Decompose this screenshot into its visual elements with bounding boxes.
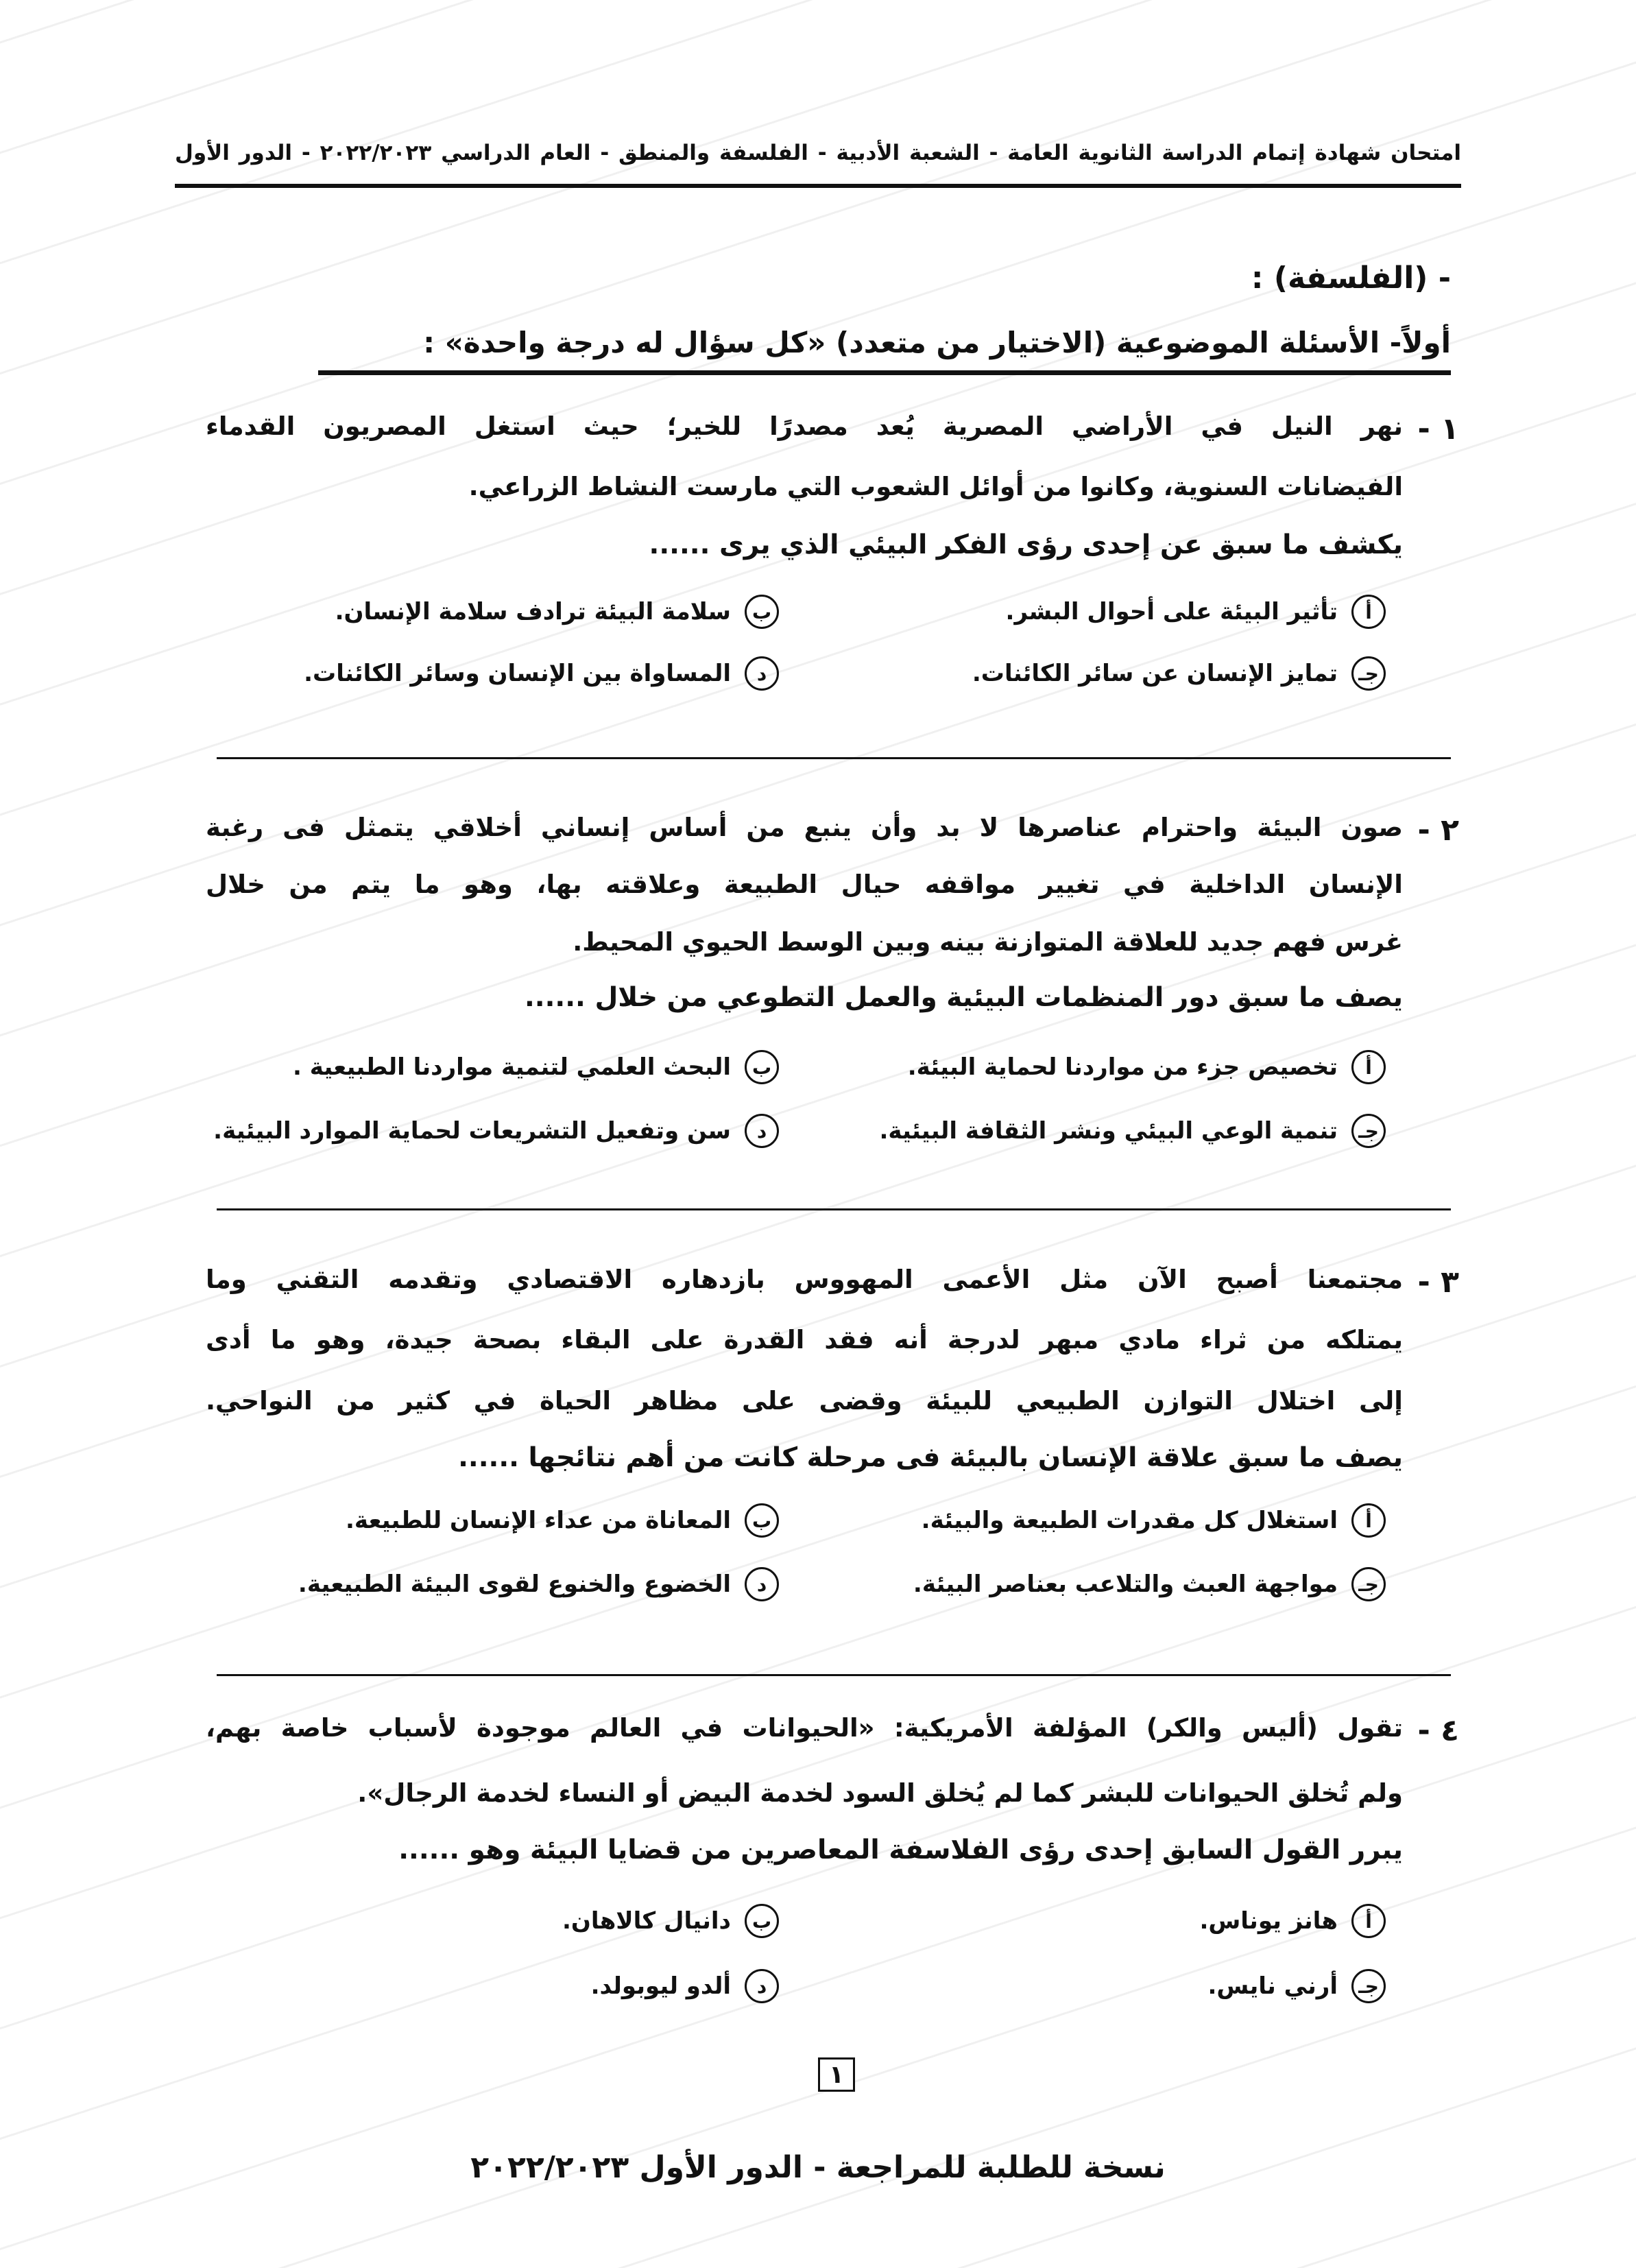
option-letter-circle: جـ [1351,1969,1386,2003]
question-text-line: الإنسان الداخلية في تغيير مواقفه حيال الطبيعة وعلاقته بها، وهو ما يتم من خلال [206,870,1403,899]
option-text: سلامة البيئة ترادف سلامة الإنسان. [335,598,731,625]
option-text: تخصيص جزء من مواردنا لحماية البيئة. [907,1053,1338,1081]
option-text: ألدو ليوبولد. [590,1972,731,2000]
option-4[interactable] [298,1567,779,1601]
option-3[interactable] [913,1567,1386,1601]
option-2[interactable] [335,595,779,629]
question-text-line: ولم تُخلق الحيوانات للبشر كما لم يُخلق السود لخدمة البيض أو النساء لخدمة الرجال». [357,1778,1403,1808]
question-number: ٢ - [1417,813,1459,848]
question-text-line: إلى اختلال التوازن الطبيعي للبيئة وقضى على مظاهر الحياة في كثير من النواحي. [206,1386,1403,1416]
option-letter-circle: د [745,1969,779,2003]
question-text-line: غرس فهم جديد للعلاقة المتوازنة بينه وبين الوسط الحيوي المحيط. [573,927,1403,957]
option-letter-circle: د [745,1567,779,1601]
option-text: تمايز الإنسان عن سائر الكائنات. [972,660,1338,687]
option-letter-circle: د [745,656,779,691]
question-text-line: يمتلكه من ثراء مادي مبهر لدرجة أنه فقد القدرة على البقاء بصحة جيدة، وهو ما أدى [206,1325,1403,1354]
option-letter-circle: ب [745,1904,779,1938]
option-text: تأثير البيئة على أحوال البشر. [1005,598,1338,625]
option-3[interactable] [972,656,1386,691]
option-4[interactable] [304,656,779,691]
option-letter-circle: ب [745,1503,779,1538]
option-text: الخضوع والخنوع لقوى البيئة الطبيعية. [298,1571,731,1598]
option-letter-circle: ب [745,1050,779,1084]
question-text-line: نهر النيل في الأراضي المصرية يُعد مصدرًا للخير؛ حيث استغل المصريون القدماء [206,411,1403,441]
option-letter-circle: أ [1351,1904,1386,1938]
option-letter-circle: د [745,1114,779,1148]
question-text-line: مجتمعنا أصبح الآن مثل الأعمى المهووس بازدهاره الاقتصادي وتقدمه التقني وما [206,1265,1403,1294]
question-prompt: يكشف ما سبق عن إحدى رؤى الفكر البيئي الذي يرى ...... [649,529,1403,560]
option-letter-circle: أ [1351,595,1386,629]
exam-header-title: امتحان شهادة إتمام الدراسة الثانوية العامة - الشعبة الأدبية - الفلسفة والمنطق - العام الدراسي ٢٠٢٢/٢٠٢٣ - الدور الأول [175,141,1461,165]
question-number: ٣ - [1417,1265,1459,1300]
question-divider [217,757,1451,759]
option-text: سن وتفعيل التشريعات لحماية الموارد البيئية. [213,1117,731,1145]
option-text: مواجهة العبث والتلاعب بعناصر البيئة. [913,1571,1338,1598]
question-prompt: يصف ما سبق دور المنظمات البيئية والعمل التطوعي من خلال ...... [524,982,1403,1013]
part-title-underline [318,370,1451,375]
question-number: ٤ - [1417,1713,1459,1748]
option-text: استغلال كل مقدرات الطبيعة والبيئة. [921,1507,1338,1534]
option-text: المساواة بين الإنسان وسائر الكائنات. [304,660,731,687]
option-letter-circle: أ [1351,1050,1386,1084]
question-text-line: تقول (أليس والكر) المؤلفة الأمريكية: «الحيوانات في العالم موجودة لأسباب خاصة بهم، [206,1713,1403,1743]
question-text-line: الفيضانات السنوية، وكانوا من أوائل الشعوب التي مارست النشاط الزراعي. [468,472,1403,501]
option-letter-circle: ب [745,595,779,629]
part-title: أولاً- الأسئلة الموضوعية (الاختيار من متعدد) «كل سؤال له درجة واحدة» : [423,326,1451,359]
option-letter-circle: أ [1351,1503,1386,1538]
option-3[interactable] [1207,1969,1386,2003]
option-2[interactable] [293,1050,779,1084]
option-4[interactable] [213,1114,779,1148]
option-letter-circle: جـ [1351,1567,1386,1601]
question-number: ١ - [1417,411,1459,446]
option-2[interactable] [346,1503,779,1538]
option-1[interactable] [908,1050,1386,1084]
page-number: ١ [818,2057,855,2092]
question-text-line: صون البيئة واحترام عناصرها لا بد وأن ينبع من أساس إنساني أخلاقي يتمثل فى رغبة [206,813,1403,842]
option-text: البحث العلمي لتنمية مواردنا الطبيعية . [293,1053,731,1081]
option-4[interactable] [591,1969,779,2003]
option-text: هانز يوناس. [1199,1907,1338,1935]
option-1[interactable] [1006,595,1386,629]
option-1[interactable] [922,1503,1386,1538]
option-3[interactable] [880,1114,1386,1148]
footer-text: نسخة للطلبة للمراجعة - الدور الأول ٢٠٢٢/٢٠٢٣ [470,2150,1166,2185]
option-text: أرني نايس. [1207,1972,1338,2000]
option-text: المعاناة من عداء الإنسان للطبيعة. [345,1507,731,1534]
header-divider [175,184,1461,188]
option-letter-circle: جـ [1351,1114,1386,1148]
option-1[interactable] [1199,1904,1386,1938]
question-divider [217,1674,1451,1676]
option-2[interactable] [562,1904,779,1938]
section-title: - (الفلسفة) : [1251,261,1451,296]
question-prompt: يبرر القول السابق إحدى رؤى الفلاسفة المعاصرين من قضايا البيئة وهو ...... [398,1835,1403,1865]
option-letter-circle: جـ [1351,656,1386,691]
question-divider [217,1208,1451,1210]
option-text: تنمية الوعي البيئي ونشر الثقافة البيئية. [879,1117,1338,1145]
question-prompt: يصف ما سبق علاقة الإنسان بالبيئة فى مرحلة كانت من أهم نتائجها ...... [458,1442,1403,1473]
option-text: دانيال كالاهان. [562,1907,731,1935]
